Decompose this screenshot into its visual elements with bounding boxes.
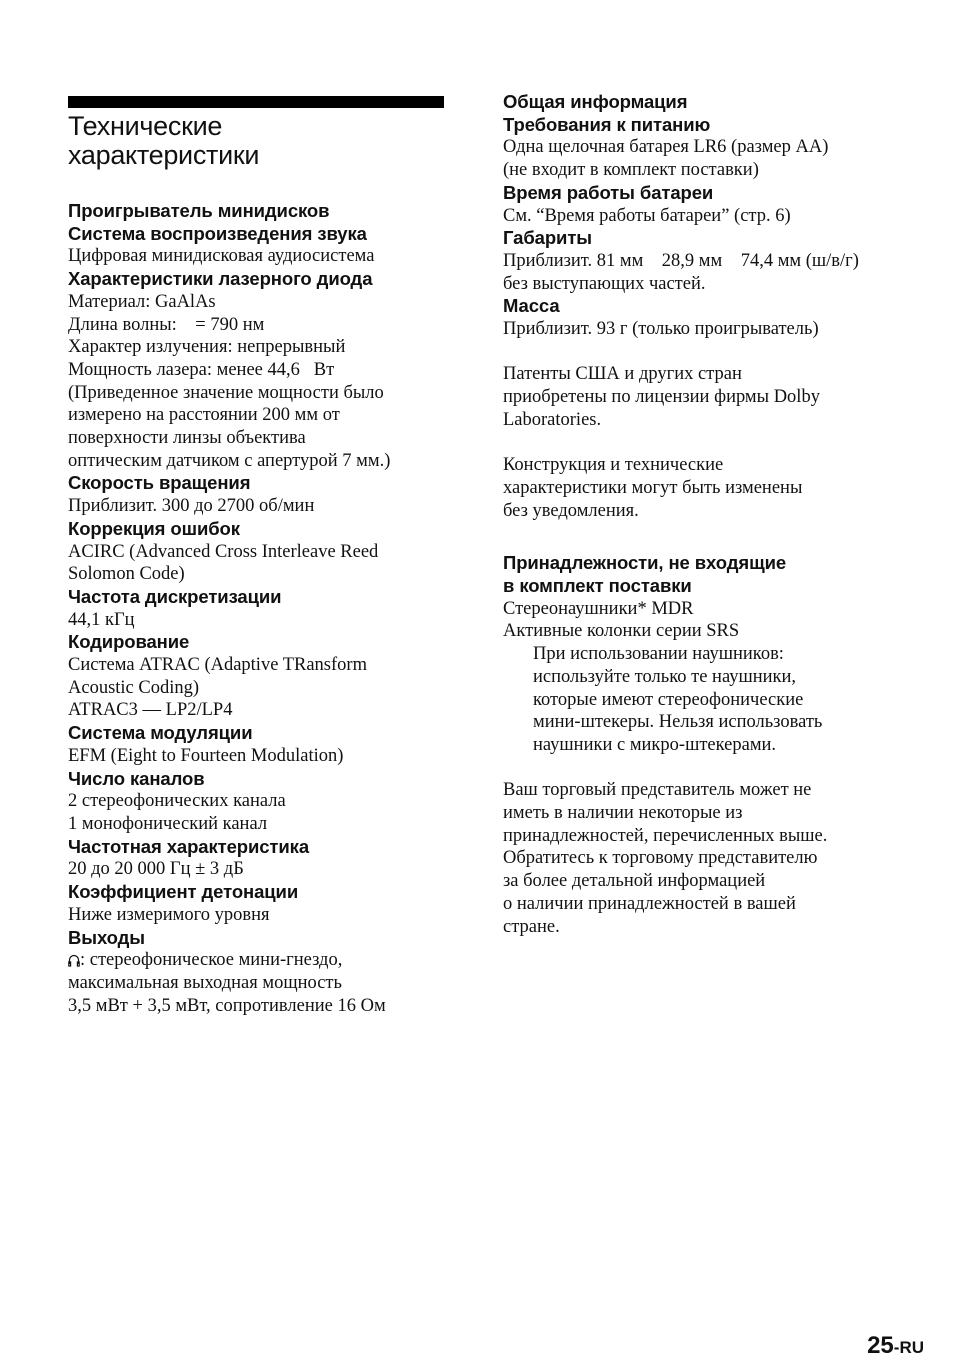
spec-line [68, 972, 444, 995]
spec-line [68, 563, 444, 586]
spec-line: См. “Время работы батареи” (стр. 6) [503, 205, 791, 226]
spec-line-text: Acoustic Coding) [68, 677, 200, 698]
spec-line [68, 654, 444, 677]
headphone-note [503, 643, 883, 757]
spec-line [68, 699, 444, 722]
spec-line-text: Ниже измеримого уровня [68, 904, 270, 925]
spec-heading: Число каналов [68, 767, 205, 789]
spec-line: Приблизит. 81 мм 28,9 мм 74,4 мм (ш/в/г) [503, 250, 859, 271]
spec-heading: Требования к питанию [503, 113, 711, 135]
spec-heading: Скорость вращения [68, 472, 251, 494]
spec-line [68, 677, 444, 700]
spec-heading: Выходы [68, 926, 145, 948]
accessories-heading: Принадлежности, не входящие [503, 552, 787, 574]
title-line: характеристики [68, 140, 260, 170]
spec-line [68, 314, 444, 337]
dealer-note-line: о наличии принадлежностей в вашей [503, 893, 796, 914]
spec-line [68, 995, 444, 1018]
spec-line-text: 44,1 кГц [68, 609, 135, 630]
page-number-suffix: -RU [893, 1338, 924, 1357]
spec-line-text: 20 до 20 000 Гц ± 3 дБ [68, 859, 244, 880]
spec-line: Одна щелочная батарея LR6 (размер АА) [503, 137, 829, 158]
spec-line-text: : стереофоническое мини-гнездо, [80, 950, 343, 971]
headphone-note-line: мини-штекеры. Нельзя использовать [533, 712, 823, 733]
spec-line-text: оптическим датчиком с апертурой 7 мм.) [68, 450, 391, 471]
dealer-note-line: Обратитесь к торговому представителю [503, 848, 818, 869]
spec-line-text: ACIRC (Advanced Cross Interleave Reed [68, 541, 379, 562]
spec-heading: Масса [503, 295, 560, 317]
spacer [503, 432, 883, 455]
spec-line [68, 745, 444, 768]
spacer [503, 522, 883, 552]
spec-line-text: Цифровая минидисковая аудиосистема [68, 246, 375, 267]
spec-line-text: поверхности линзы объектива [68, 428, 306, 449]
spec-line-text: (Приведенное значение мощности было [68, 382, 384, 403]
spacer [503, 341, 883, 364]
spec-line [68, 404, 444, 427]
spec-line-text: 1 монофонический канал [68, 813, 268, 834]
dealer-note-line: иметь в наличии некоторые из [503, 803, 743, 824]
spec-line: без выступающих частей. [503, 273, 706, 294]
spec-heading: Габариты [503, 227, 592, 249]
design-note-line: характеристики могут быть изменены [503, 477, 803, 498]
spec-line-text: Система ATRAC (Adaptive TRansform [68, 655, 367, 676]
player-specs [68, 200, 444, 1017]
spec-heading: Характеристики лазерного диода [68, 268, 373, 290]
spec-line: (не входит в комплект поставки) [503, 160, 759, 181]
dealer-note-line: принадлежностей, перечисленных выше. [503, 825, 828, 846]
spec-heading: Система воспроизведения звука [68, 222, 367, 244]
spec-line-text: Длина волны: = 790 нм [68, 314, 265, 335]
spec-line [68, 813, 444, 836]
spec-line-text: Характер излучения: непрерывный [68, 337, 346, 358]
accessory-item: Активные колонки серии SRS [503, 621, 740, 642]
spec-line [68, 904, 444, 927]
headphone-note-line: используйте только те наушники, [533, 666, 797, 687]
spec-heading: Частотная характеристика [68, 835, 310, 857]
design-note-line: Конструкция и технические [503, 455, 724, 476]
spec-line-text: измерено на расстоянии 200 мм от [68, 405, 340, 426]
headphones-icon [68, 953, 80, 967]
general-info [503, 91, 883, 938]
spec-line-text: Solomon Code) [68, 564, 185, 585]
spec-line [68, 858, 444, 881]
spec-line [68, 245, 444, 268]
spec-line [68, 949, 444, 972]
spec-heading: Частота дискретизации [68, 585, 282, 607]
design-note-line: без уведомления. [503, 500, 639, 521]
spec-line-text: 2 стереофонических канала [68, 791, 286, 812]
spec-line-text: максимальная выходная мощность [68, 972, 342, 993]
title-line: Технические [68, 111, 223, 141]
spec-line-text: Приблизит. 300 до 2700 об/мин [68, 496, 315, 517]
title-rule [68, 96, 444, 108]
headphone-note-line: При использовании наушников: [533, 644, 784, 665]
dealer-note-line: Ваш торговый представитель может не [503, 780, 812, 801]
headphone-note-line: наушники с микро-штекерами. [533, 734, 777, 755]
page-number-value: 25 [867, 1332, 894, 1359]
spec-line-text: EFM (Eight to Fourteen Modulation) [68, 745, 344, 766]
section-heading: Общая информация [503, 91, 688, 112]
spec-line-text: Мощность лазера: менее 44,6 Вт [68, 359, 335, 380]
spec-line-text: 3,5 мВт + 3,5 мВт, сопротивление 16 Ом [68, 995, 386, 1016]
spacer [503, 757, 883, 780]
spec-line [68, 541, 444, 564]
spec-heading: Кодирование [68, 631, 190, 653]
page-number [867, 1332, 924, 1360]
spec-heading: Система модуляции [68, 722, 253, 744]
accessory-item: Стереонаушники* MDR [503, 598, 694, 619]
patent-line: приобретены по лицензии фирмы Dolby [503, 387, 820, 408]
spec-heading: Время работы батареи [503, 181, 714, 203]
spec-heading: Коэффициент детонации [68, 881, 299, 903]
spec-line [68, 790, 444, 813]
spec-line [68, 495, 444, 518]
headphone-note-line: которые имеют стереофонические [533, 689, 804, 710]
spec-line [68, 609, 444, 632]
spec-line [68, 336, 444, 359]
page-title [68, 112, 444, 170]
spec-line [68, 382, 444, 405]
spec-line-text: ATRAC3 — LP2/LP4 [68, 700, 233, 721]
accessories-heading: в комплект поставки [503, 575, 692, 597]
spec-line: Приблизит. 93 г (только проигрыватель) [503, 319, 819, 340]
patent-line: Laboratories. [503, 409, 602, 430]
dealer-note-line: за более детальной информацией [503, 871, 766, 892]
spec-line [68, 291, 444, 314]
spec-line-text: Материал: GaAlAs [68, 291, 216, 312]
spec-heading: Коррекция ошибок [68, 517, 240, 539]
spec-line [68, 450, 444, 473]
spec-line [68, 427, 444, 450]
dealer-note-line: стране. [503, 916, 560, 937]
section-heading: Проигрыватель минидисков [68, 200, 330, 221]
patent-line: Патенты США и других стран [503, 364, 742, 385]
spec-line [68, 359, 444, 382]
